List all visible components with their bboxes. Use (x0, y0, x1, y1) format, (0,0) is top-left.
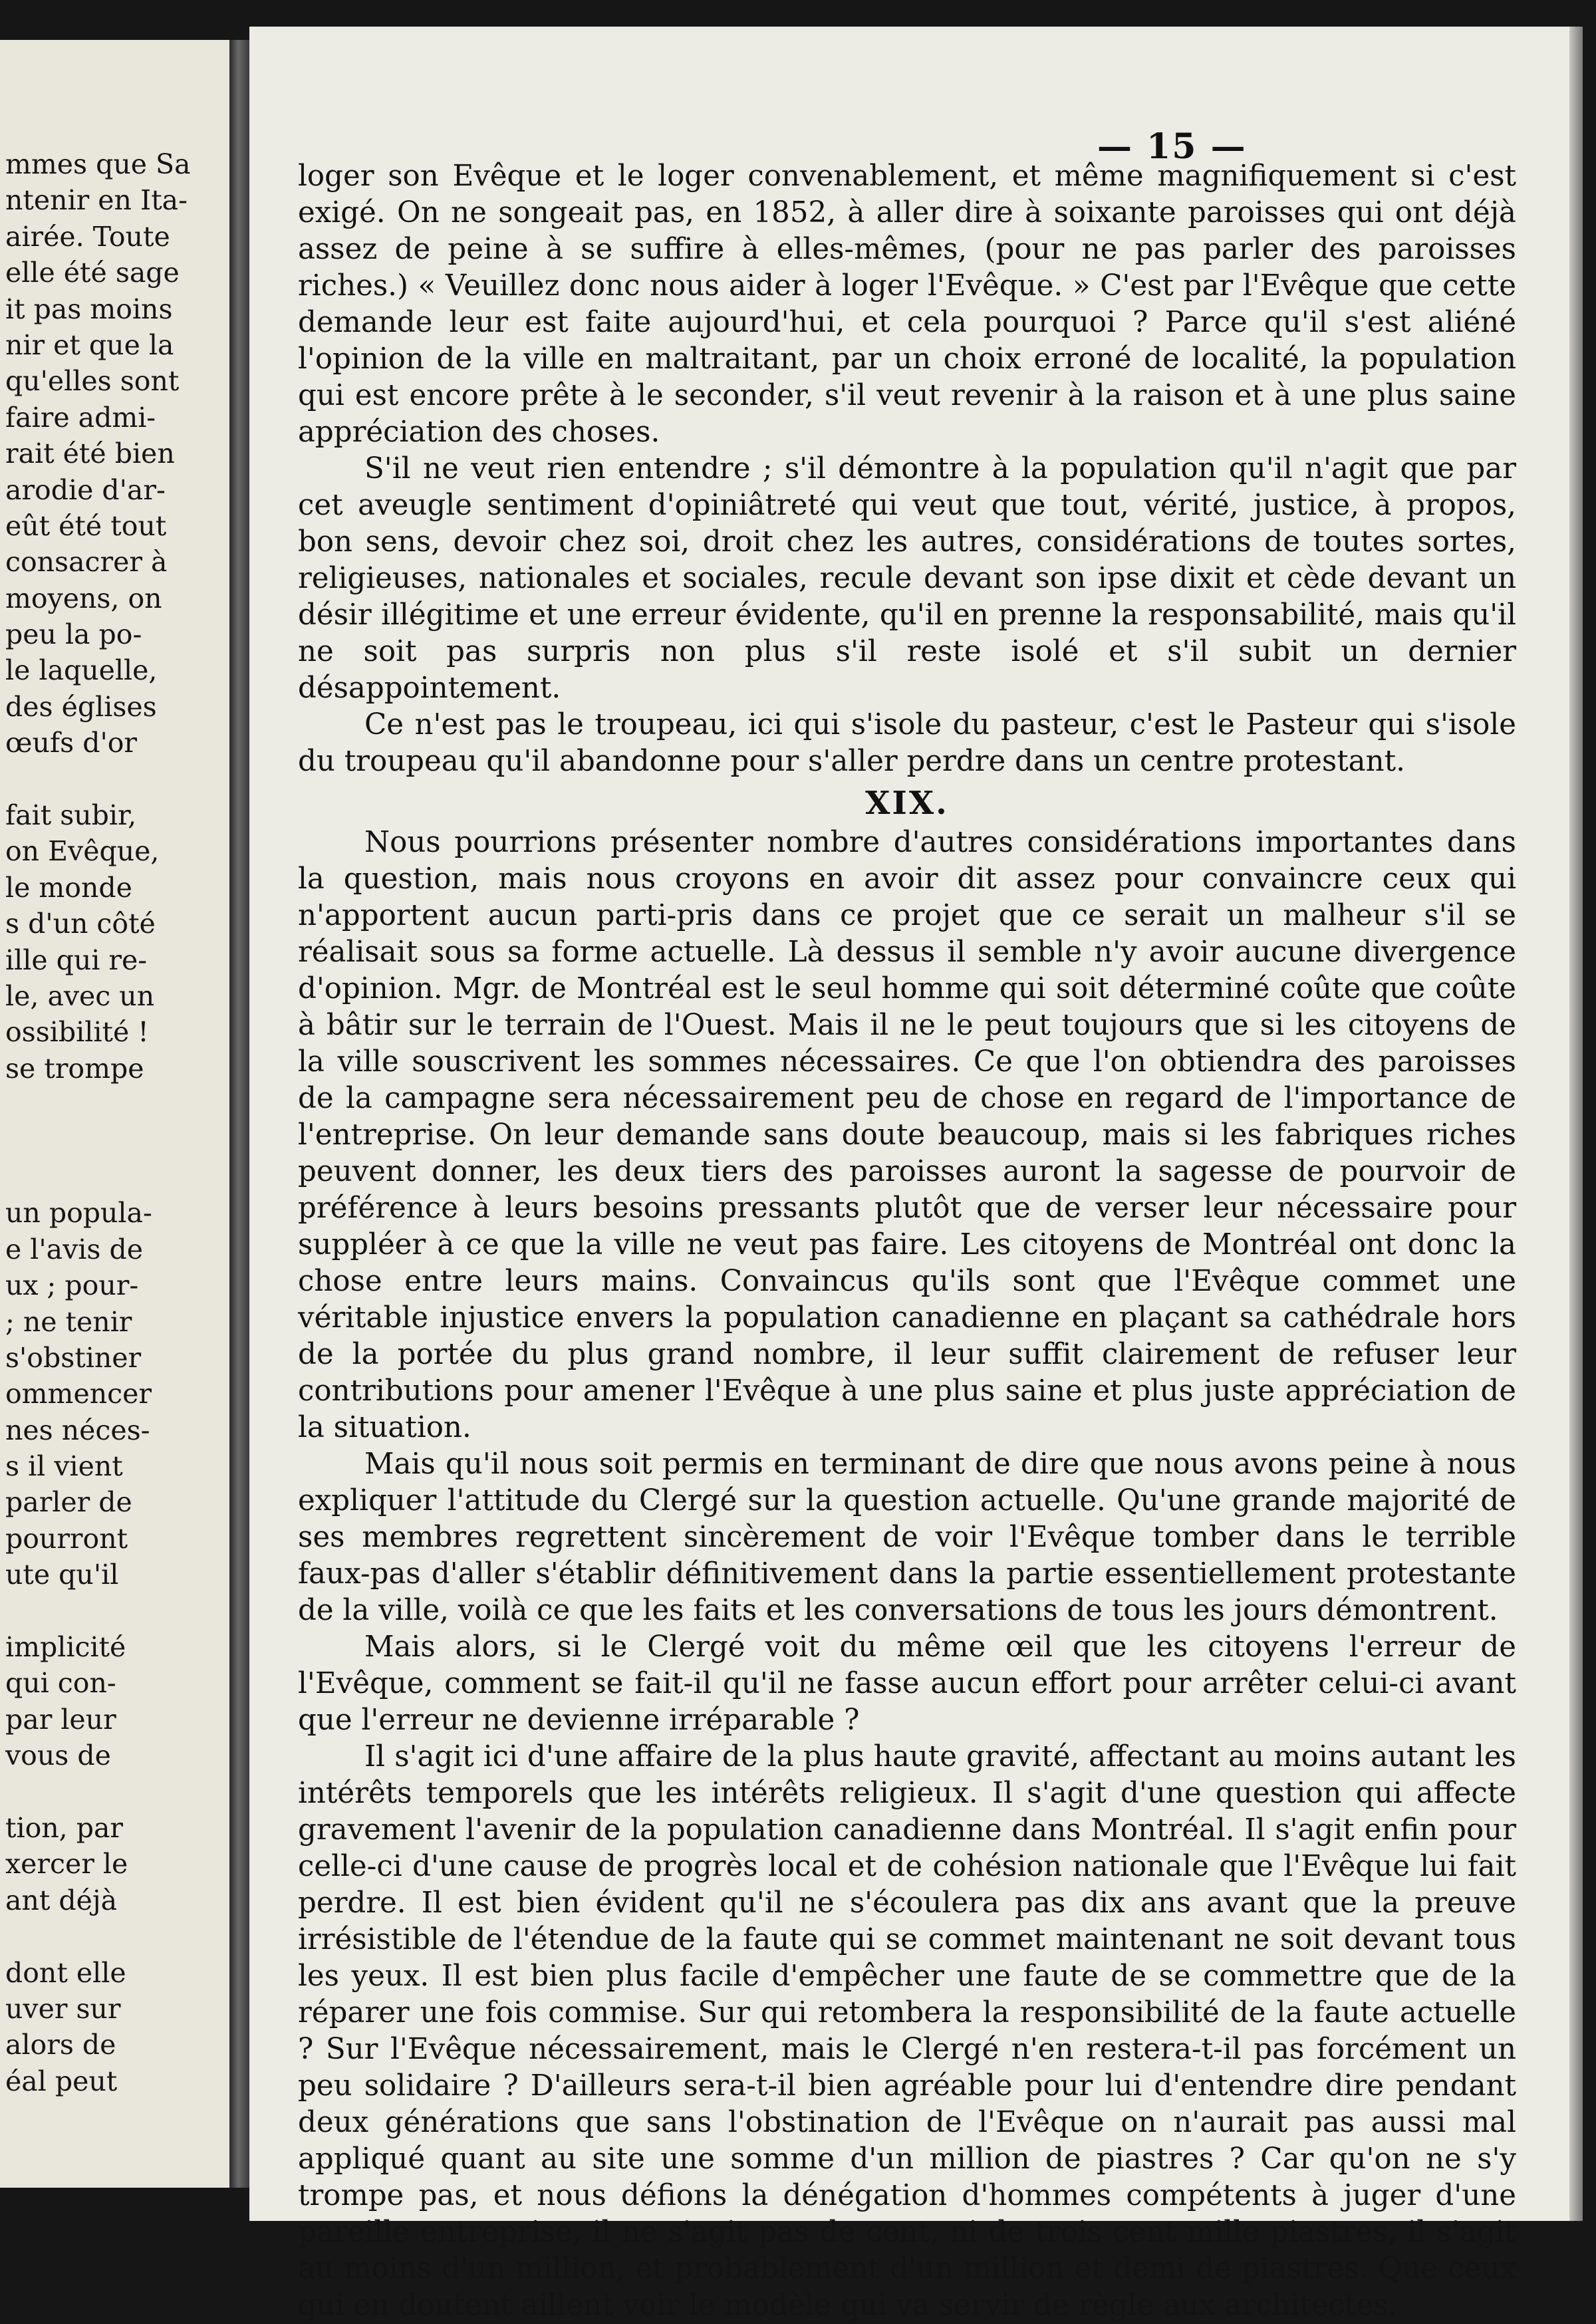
paragraph: Mais qu'il nous soit permis en terminant de dire que nous avons peine à nous expliquer l'attitude du Clergé sur la question actuelle. Qu'une grande majorité de ses membres regrettent sincèrement de voir l'Evêque tomber dans le terrible faux-pas d'aller s'établir définitivement dans la partie essentiellement protestante de la ville, voilà ce que les faits et les conversations de tous les jours démontrent. (298, 1448, 1516, 1627)
left-page-line: parler de (5, 1486, 132, 1519)
left-page-line: pourront (5, 1522, 128, 1555)
left-page-line (0, 1918, 226, 1954)
paragraph: Ce n'est pas le troupeau, ici qui s'isole du pasteur, c'est le Pasteur qui s'isole du troupeau qu'il abandonne pour s'aller perdre dans un centre protestant. (298, 708, 1516, 778)
paragraph: S'il ne veut rien entendre ; s'il démontre à la population qu'il n'agit que par cet aveugle sentiment d'opiniâtreté qui veut que tout, vérité, justice, à propos, bon sens, devoir chez soi, droit chez les autres, considérations de toutes sortes, religieuses, nationales et sociales, recule devant son ipse dixit et cède devant un désir illégitime et une erreur évidente, qu'il en prenne la responsabilité, mais qu'il ne soit pas surpris non plus s'il reste isolé et s'il subit un dernier désappointement. (298, 452, 1516, 705)
left-page-line: vous de (5, 1740, 111, 1772)
left-page-line: arodie d'ar- (5, 473, 166, 506)
left-page-line: se trompe (5, 1052, 144, 1085)
left-page-line: tion, par (5, 1811, 124, 1844)
left-page-line: consacrer à (5, 546, 168, 579)
left-page-line: ute qu'il (5, 1559, 119, 1591)
left-page-text (0, 146, 226, 2099)
left-page-line: un popula- (5, 1197, 152, 1229)
left-page-line: moyens, on (5, 582, 162, 614)
left-page-line: fait subir, (5, 799, 137, 832)
page-edge (1569, 27, 1583, 2221)
left-page-line: ommencer (5, 1378, 152, 1410)
left-page-line: peu la po- (5, 618, 142, 651)
left-page-line: le laquelle, (5, 654, 158, 687)
left-page-line: le, avec un (5, 979, 155, 1012)
left-page-line: on Evêque, (5, 835, 160, 868)
left-page-line: elle été sage (5, 257, 180, 289)
left-page-line: ; ne tenir (5, 1305, 132, 1338)
left-page-line: œufs d'or (5, 727, 137, 759)
left-page-line: uver sur (5, 1992, 121, 2025)
book-gutter (229, 40, 249, 2188)
left-page-line: nir et que la (5, 328, 174, 361)
left-page-line: xercer le (5, 1848, 128, 1880)
left-page-line: it pas moins (5, 293, 173, 325)
left-page-line: faire admi- (5, 401, 156, 434)
left-page-line: ux ; pour- (5, 1269, 139, 1302)
left-page-line: qu'elles sont (5, 365, 180, 398)
left-page-line: qui con- (5, 1667, 116, 1700)
left-page-line: ant déjà (5, 1884, 118, 1916)
left-page-line: implicité (5, 1631, 126, 1664)
left-page-line: le monde (5, 871, 132, 904)
left-page-line: rait été bien (5, 438, 175, 470)
paragraph: loger son Evêque et le loger convenablement, et même magnifiquement si c'est exigé. On ne songeait pas, en 1852, à aller dire à soixante paroisses qui ont déjà assez de peine à se suffire à elles-mêmes, (pour ne pas parler des paroisses riches.) « Veuillez donc nous aider à loger l'Evêque. » C'est par l'Evêque que cette demande leur est faite aujourd'hui, et cela pourquoi ? Parce qu'il s'est aliéné l'opinion de la ville en maltraitant, par un choix erroné de localité, la population qui est encore prête à le seconder, s'il veut revenir à la raison et à une plus saine appréciation des choses. (298, 160, 1516, 449)
left-page-line (0, 1123, 226, 1159)
left-page-line (0, 1087, 226, 1122)
left-page-line: e l'avis de (5, 1233, 143, 1265)
paragraph: Mais alors, si le Clergé voit du même œil que les citoyens l'erreur de l'Evêque, comment se fait-il qu'il ne fasse aucun effort pour arrêter celui-ci avant que l'erreur ne devienne irréparable ? (298, 1630, 1516, 1737)
left-page-line: airée. Toute (5, 220, 170, 253)
left-page-line: dont elle (5, 1956, 126, 1989)
section-xix (298, 825, 1516, 2324)
left-page-line: ntenir en Ita- (5, 184, 188, 217)
left-page-line: par leur (5, 1703, 116, 1736)
left-page-line: eût été tout (5, 509, 167, 542)
left-page-line (0, 1159, 226, 1195)
section-xviii-end (298, 158, 1516, 780)
page-number: — 15 — (1097, 126, 1247, 167)
left-page-line (0, 761, 226, 797)
left-page-line: alors de (5, 2029, 116, 2061)
section-heading: XIX. (865, 785, 949, 822)
left-page-line: éal peut (5, 2065, 118, 2097)
left-page-line (0, 1774, 226, 1810)
left-page-fragment (0, 40, 229, 2188)
left-page-line: ossibilité ! (5, 1016, 149, 1049)
left-page-line: des églises (5, 690, 157, 723)
left-page-line: s il vient (5, 1450, 123, 1483)
left-page-line: s'obstiner (5, 1341, 142, 1374)
left-page-line: mmes que Sa (5, 148, 191, 180)
left-page-line: nes néces- (5, 1414, 150, 1446)
left-page-line (0, 1593, 226, 1629)
paragraph: Il s'agit ici d'une affaire de la plus haute gravité, affectant au moins autant les intérêts temporels que les intérêts religieux. Il s'agit d'une question qui affecte gravement l'avenir de la population canadienne dans Montréal. Il s'agit enfin pour celle-ci d'une cause de progrès local et de cohésion nationale que l'Evêque lui fait perdre. Il est bien évident qu'il ne s'écoulera pas dix ans avant que la preuve irrésistible de l'étendue de la faute qui se commet maintenant ne soit devant tous les yeux. Il est bien plus facile d'empêcher une faute de se commettre que de la réparer une fois commise. Sur qui retombera la responsibilité de la faute actuelle ? Sur l'Evêque nécessairement, mais le Clergé n'en restera-t-il pas forcément un peu solidaire ? D'ailleurs sera-t-il bien agréable pour lui d'entendre dire pendant deux générations que sans l'obstination de l'Evêque on n'aurait pas aussi mal appliqué quant au site une somme d'un million de piastres ? Car qu'on ne s'y trompe pas, et nous défions la dénégation d'hommes compétents à juger d'une pareille entreprise, il ne s'agit pas de cent, ni de trois cent mille piastres, il s'agit au moins d'un million, et probablement d'un million et demi de piastres. Que ceux qui en doutent aillent voir le modèle qui va servir de règle aux architectes. (298, 1740, 1516, 2322)
paragraph: Nous pourrions présenter nombre d'autres considérations importantes dans la question, mais nous croyons en avoir dit assez pour convaincre ceux qui n'apportent aucun parti-pris dans ce projet que ce serait un malheur s'il se réalisait sous sa forme actuelle. Là dessus il semble n'y avoir aucune divergence d'opinion. Mgr. de Montréal est le seul homme qui soit déterminé coûte que coûte à bâtir sur le terrain de l'Ouest. Mais il ne le peut toujours que si les citoyens de la ville souscrivent les sommes nécessaires. Ce que l'on obtiendra des paroisses de la campagne sera nécessairement peu de chose en regard de l'importance de l'entreprise. On leur demande sans doute beaucoup, mais si les fabriques riches peuvent donner, les deux tiers des paroisses auront la sagesse de pourvoir de préférence à leurs besoins pressants plutôt que de verser leur nécessaire pour suppléer à ce que la ville ne veut pas faire. Les citoyens de Montréal ont donc la chose entre leurs mains. Convaincus qu'ils sont que l'Evêque commet une véritable injustice envers la population canadienne en plaçant sa cathédrale hors de la portée du plus grand nombre, il leur suffit clairement de refuser leur contributions pour amener l'Evêque à une plus saine et plus juste appréciation de la situation. (298, 826, 1516, 1444)
body-text (298, 158, 1516, 2324)
left-page-line: ille qui re- (5, 944, 148, 976)
left-page-line: s d'un côté (5, 908, 156, 940)
